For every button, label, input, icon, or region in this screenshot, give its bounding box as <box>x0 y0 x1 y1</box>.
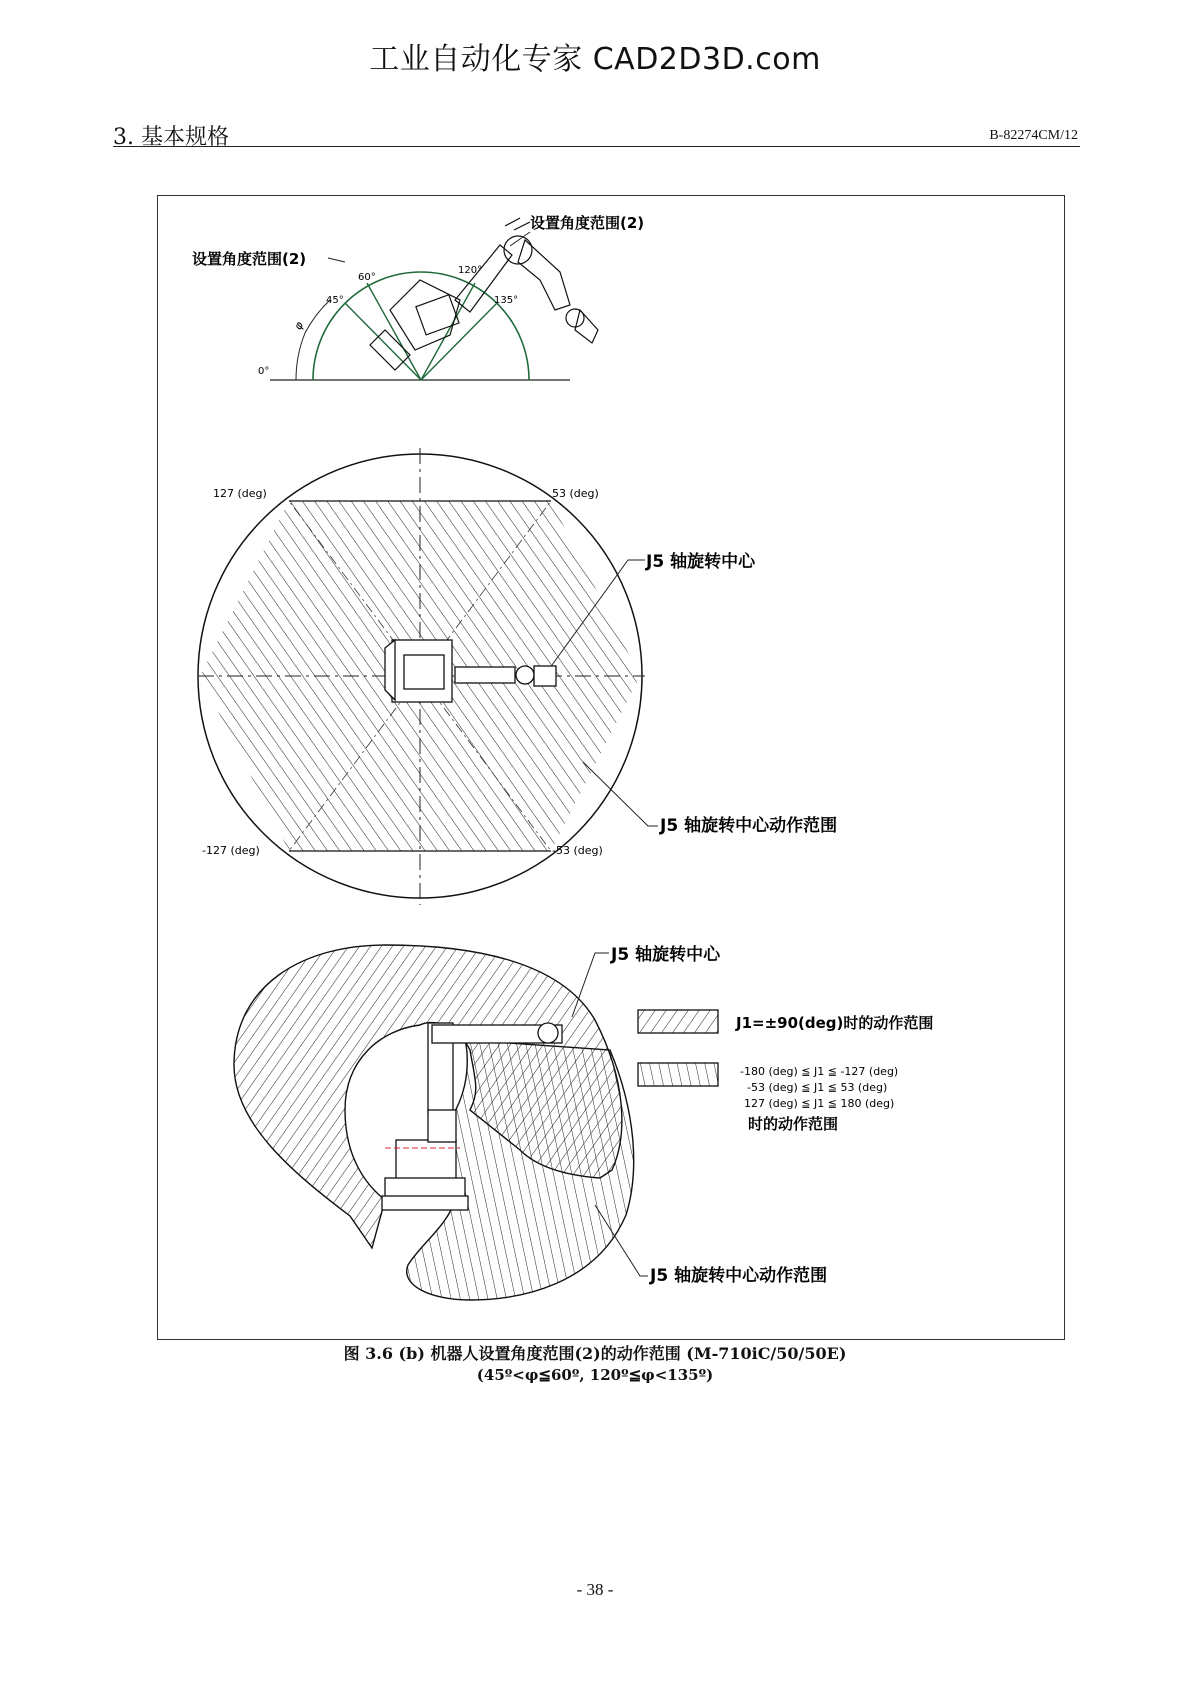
angle-45-label: 45° <box>326 295 344 306</box>
legend-swatch-vertical-hatch <box>638 1063 718 1086</box>
section-title: 3. 基本规格 <box>113 125 229 150</box>
angle-127-label: 127 (deg) <box>213 487 267 500</box>
side-range-diagram <box>234 944 933 1300</box>
figure-caption: 图 3.6 (b) 机器人设置角度范围(2)的动作范围 (M-710iC/50/50E) <box>343 1344 847 1363</box>
bottom-j5-center-label: J5 轴旋转中心 <box>611 945 721 965</box>
figure-caption-condition: (45º<φ≦60º, 120º≦φ<135º) <box>476 1366 714 1384</box>
legend-item1-label: J1=±90(deg)时的动作范围 <box>736 1014 934 1032</box>
top-j5-range-label: J5 轴旋转中心动作范围 <box>660 816 838 836</box>
angle-53-label: 53 (deg) <box>552 487 599 500</box>
legend-item2-line1: -180 (deg) ≦ J1 ≦ -127 (deg) <box>740 1065 899 1078</box>
top-j5-center-label: J5 轴旋转中心 <box>646 552 756 572</box>
angle-135-label: 135° <box>494 295 519 306</box>
installation-arc <box>313 272 529 380</box>
bottom-j5-range-label: J5 轴旋转中心动作范围 <box>650 1266 828 1286</box>
page-number: - 38 - <box>576 1580 614 1599</box>
side-label-right: 设置角度范围(2) <box>530 214 645 232</box>
angle-neg53-label: -53 (deg) <box>552 844 603 857</box>
legend-item2-line4: 时的动作范围 <box>748 1115 839 1133</box>
robot-side-icon <box>370 218 598 370</box>
document-id: B-82274CM/12 <box>989 128 1078 143</box>
angle-neg127-label: -127 (deg) <box>202 844 260 857</box>
top-view-diagram <box>198 448 837 905</box>
side-label-left: 设置角度范围(2) <box>192 250 307 268</box>
angle-60-label: 60° <box>358 272 376 283</box>
angle-0-label: 0° <box>258 366 270 377</box>
legend-swatch-crosshatch <box>638 1010 718 1033</box>
side-view-diagram <box>192 214 644 380</box>
legend-item2-line3: 127 (deg) ≦ J1 ≦ 180 (deg) <box>744 1097 895 1110</box>
legend-item2-line2: -53 (deg) ≦ J1 ≦ 53 (deg) <box>747 1081 888 1094</box>
watermark: 工业自动化专家 CAD2D3D.com <box>369 42 821 77</box>
phi-symbol: φ <box>291 319 307 333</box>
angle-120-label: 120° <box>458 265 483 276</box>
